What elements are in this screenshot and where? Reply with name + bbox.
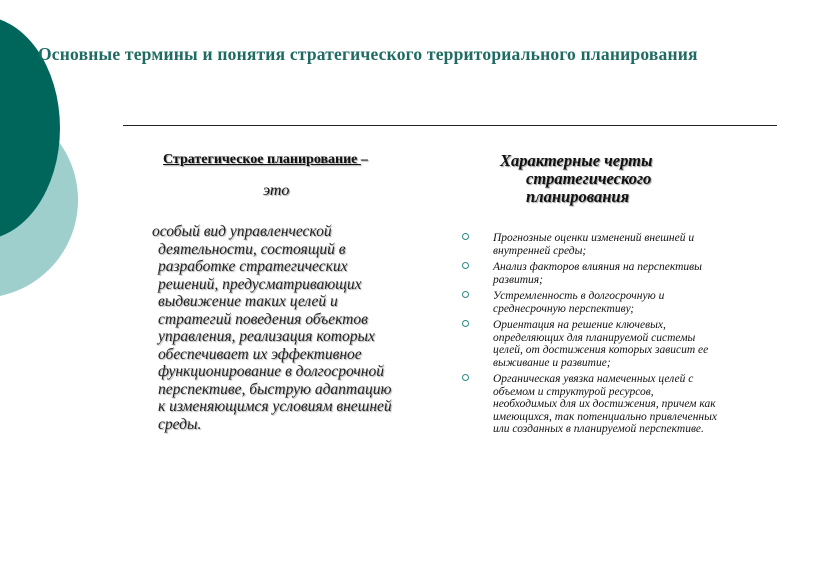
- features-heading: [500, 152, 720, 206]
- definition-line: обеспечивает их эффективное: [158, 345, 362, 363]
- feature-line: Анализ факторов влияния на перспективы: [493, 261, 702, 273]
- feature-item: [462, 373, 782, 436]
- feature-line: объемом и структурой ресурсов,: [493, 385, 654, 398]
- feature-item: [462, 261, 782, 286]
- feature-text: [493, 261, 782, 286]
- definition-line: особый вид управленческой: [152, 223, 332, 240]
- features-list: [462, 232, 782, 440]
- feature-item: [462, 232, 782, 257]
- definition-line: функционирование в долгосрочной: [158, 363, 384, 380]
- definition-line: разработке стратегических: [158, 258, 348, 275]
- term-dash: –: [360, 152, 368, 167]
- heading-line: планирования: [526, 187, 630, 206]
- heading-line: Характерные черты: [500, 151, 653, 170]
- definition-line: выдвижение таких целей и: [158, 293, 338, 310]
- circle-bullet-icon: [462, 233, 469, 240]
- circle-bullet-icon: [462, 374, 469, 381]
- feature-line: Прогнозные оценки изменений внешней и: [493, 232, 695, 244]
- definition-line: к изменяющимся условиям внешней: [158, 398, 392, 415]
- feature-line: или созданных в планируемой перспективе.: [493, 423, 704, 435]
- feature-line: Ориентация на решение ключевых,: [493, 319, 666, 331]
- feature-line: развития;: [493, 273, 543, 286]
- feature-line: среднесрочную перспективу;: [493, 302, 635, 315]
- feature-item: [462, 319, 782, 369]
- feature-text: [493, 290, 782, 315]
- feature-item: [462, 290, 782, 315]
- heading-line: стратегического: [526, 169, 652, 188]
- divider-line: [123, 125, 777, 126]
- feature-text: [493, 319, 782, 369]
- definition-line: деятельности, состоящий в: [158, 240, 346, 258]
- definition-line: решений, предусматривающих: [158, 275, 362, 293]
- feature-line: внутренней среды;: [493, 244, 587, 257]
- slide-title: Основные термины и понятия стратегического территориального планирования: [38, 44, 698, 64]
- feature-text: [493, 232, 782, 257]
- feature-line: необходимых для их достижения, причем как: [493, 398, 716, 410]
- feature-line: определяющих для планируемой системы: [493, 331, 696, 344]
- definition-line: стратегий поведения объектов: [158, 310, 368, 328]
- feature-line: Устремленность в долгосрочную и: [493, 290, 665, 302]
- circle-bullet-icon: [462, 320, 469, 327]
- definition-text: [152, 223, 442, 433]
- term-word: Стратегическое планирование: [163, 152, 361, 167]
- definition-line: управления, реализация которых: [158, 328, 375, 345]
- feature-line: выживание и развитие;: [493, 356, 611, 369]
- feature-line: Органическая увязка намеченных целей с: [493, 373, 694, 385]
- eto-label: это: [263, 182, 290, 199]
- circle-bullet-icon: [462, 262, 469, 269]
- definition-line: перспективе, быструю адаптацию: [158, 380, 392, 398]
- definition-line: среды.: [158, 415, 202, 433]
- circle-bullet-icon: [462, 291, 469, 298]
- feature-line: целей, от достижения которых зависит ее: [493, 344, 709, 356]
- feature-line: имеющихся, так потенциально привлеченных: [493, 410, 718, 423]
- term-heading: [163, 152, 368, 168]
- feature-text: [493, 373, 782, 436]
